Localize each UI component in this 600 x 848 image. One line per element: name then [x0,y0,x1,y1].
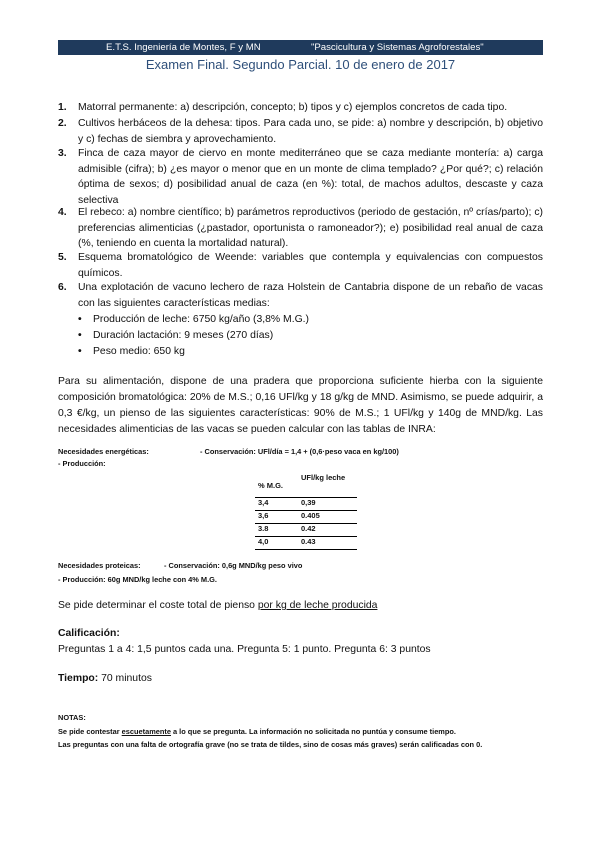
list-item: • Producción de leche: 6750 kg/año (3,8% M.G.) [78,312,309,328]
table-cell: 0.42 [298,524,357,537]
notes-label: NOTAS: [58,713,86,722]
table-header-row [255,473,357,498]
question-4 [58,205,543,252]
question-text: El rebeco: a) nombre científico; b) parámetros reproductivos (periodo de gestación, nº crías/parto); c) preferencias alimenticias (¿pastador, oportunista o ramoneador?); e) posibilidad real anual de caza (%, teniendo en cuenta la mortalidad natural). [78,207,543,249]
time-label: Tiempo: [58,673,99,684]
list-item: • Peso medio: 650 kg [78,344,309,360]
header-bar [58,40,543,55]
bullet-icon: • [78,314,82,325]
question-number: 2. [58,118,67,129]
energy-label: Necesidades energéticas: [58,447,149,456]
question-6 [58,280,543,311]
question-number: 3. [58,148,67,159]
energy-production: - Producción: [58,459,106,468]
time-value: 70 minutos [101,673,152,684]
question-number: 1. [58,102,67,113]
table-row [255,524,357,537]
question-3 [58,146,543,208]
table-cell: 0,39 [298,498,357,511]
exam-title: Examen Final. Segundo Parcial. 10 de enero de 2017 [145,57,456,72]
milk-fat-table [255,473,357,550]
table-cell: 4,0 [255,537,298,550]
question-number: 5. [58,252,67,263]
protein-production: - Producción: 60g MND/kg leche con 4% M.G. [58,575,217,584]
question-1 [58,100,543,116]
question-text: Matorral permanente: a) descripción, concepto; b) tipos y c) ejemplos concretos de cada tipo. [78,102,508,113]
question-number: 4. [58,207,67,218]
feeding-paragraph: Para su alimentación, dispone de una pradera que proporciona suficiente hierba con la siguiente composición bromatológica: 20% de M.S.; 0,16 UFl/kg y 18 g/kg de MND. Asimismo, se puede adquirir, a 0,3 €/kg, un pienso de las siguientes características: 90% de M.S.; 1 UFl/kg y 140g de MND/kg. Las necesidades alimenticias de las vacas se pueden calcular con las tablas de INRA: [58,376,543,435]
question-text: Cultivos herbáceos de la dehesa: tipos. Para cada uno, se pide: a) nombre y descripción, b) objetivo y c) fechas de siembra y aprovechamiento. [78,118,543,145]
energy-conservation: - Conservación: UFl/día = 1,4 + (0,6·peso vaca en kg/100) [200,447,399,456]
protein-conservation: - Conservación: 0,6g MND/kg peso vivo [164,561,303,570]
question-text: Finca de caza mayor de ciervo en monte mediterráneo que se caza mediante montería: a) carga admisible (cifra); b) ¿es mayor o menor que en un monte de clima templado? ¿Por qué?; c) relación óptima de sexos; d) posibilidad anual de caza (en %): total, de machos adultos, descaste y caza selectiva [78,148,543,206]
notes-line-2: Las preguntas con una falta de ortografía grave (no se trata de tildes, sino de cosas más graves) serán calificadas con 0. [58,740,483,749]
question-5 [58,250,543,281]
bullet-list [78,312,309,360]
question-text: Una explotación de vacuno lechero de raza Holstein de Cantabria dispone de un rebaño de vacas con las siguientes características medias: [78,282,543,309]
table-row [255,537,357,550]
table-cell: 3.8 [255,524,298,537]
protein-label: Necesidades proteicas: [58,561,141,570]
header-course: "Pascicultura y Sistemas Agroforestales" [311,42,484,53]
header-school: E.T.S. Ingeniería de Montes, F y MN [106,42,261,53]
bullet-icon: • [78,330,82,341]
table-cell: 0.405 [298,511,357,524]
table-header-ufl: UFl/kg leche [298,473,357,498]
task-statement: Se pide determinar el coste total de pienso por kg de leche producida [58,600,378,611]
table-header-mg: % M.G. [255,473,298,498]
table-row [255,511,357,524]
notes-line-1: Se pide contestar escuetamente a lo que se pregunta. La información no solicitada no puntúa y consume tiempo. [58,727,456,736]
table-cell: 0.43 [298,537,357,550]
question-number: 6. [58,282,67,293]
list-item: • Duración lactación: 9 meses (270 días) [78,328,309,344]
table-cell: 3,4 [255,498,298,511]
grading-label: Calificación: [58,628,120,639]
time-line [58,673,152,684]
bullet-icon: • [78,346,82,357]
grading-text: Preguntas 1 a 4: 1,5 puntos cada una. Pregunta 5: 1 punto. Pregunta 6: 3 puntos [58,644,431,655]
table-cell: 3,6 [255,511,298,524]
question-2 [58,116,543,147]
question-text: Esquema bromatológico de Weende: variables que contempla y equivalencias con compuestos químicos. [78,252,543,279]
table-row [255,498,357,511]
task-emphasis: por kg de leche producida [257,600,378,611]
